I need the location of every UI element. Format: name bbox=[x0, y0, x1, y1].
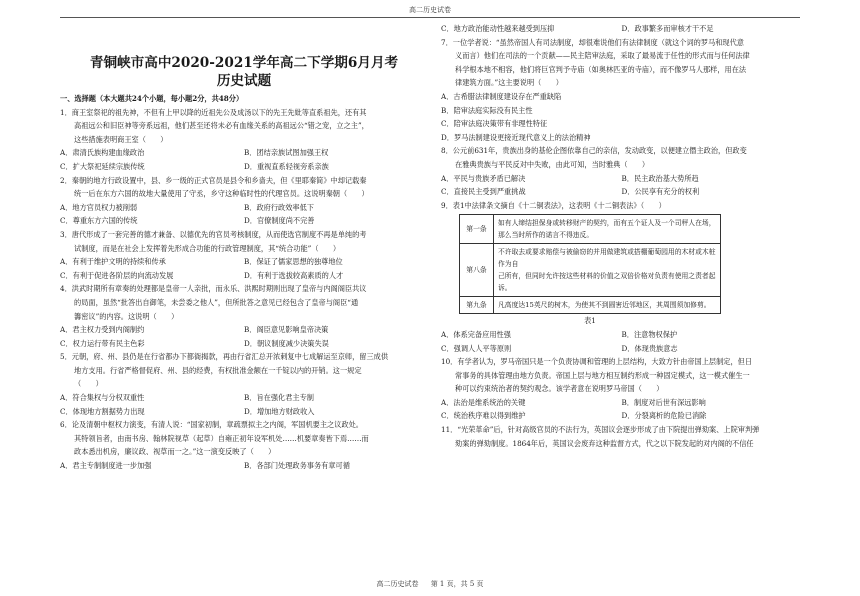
exam-title: 青铜峡市高中2020-2021学年高二下学期6月月考 bbox=[89, 55, 399, 71]
law-table bbox=[459, 214, 721, 314]
table-cell-header: 第八条 bbox=[460, 244, 494, 297]
option: D．罗马法制建设更接近现代意义上的法治精神 bbox=[441, 132, 591, 142]
option: A．法治是维系统治的关键 bbox=[441, 397, 526, 407]
question-1: 1．商王室祭祀的祖先神，不但有上甲以降的近祖先公及成汤以下的先王先妣等直系祖先，还有其 高祖远公和旧臣神等旁系远祖，他们甚至还将未必有血缘关系的高祖远公“错之宠，立之主”， 这些措施表明商王室（ ） A．肃清氏族构建血缘政治 B．团结亲族试图加强王权 C．扩大祭祀延续宗族传统 D．重视直系轻视旁系亲族 bbox=[60, 106, 428, 174]
table-row bbox=[460, 215, 721, 244]
option: A．有利于维护文明的持续和传承 bbox=[60, 257, 166, 267]
option: C．强调人人平等原则 bbox=[441, 343, 512, 353]
question-8: 8．公元前631年，贵族出身的基伦企图依靠自己的亲信，发动政变，以便建立僭主政治，但政变 在雅典贵族与平民反对中失败，由此可知，当时雅典（ ） A．平民与贵族矛盾已解决 B．民主政治基大势所趋 C．直接民主受到严重挑战 D．公民享有充分的权利 bbox=[441, 144, 802, 198]
table-row bbox=[460, 244, 721, 297]
option: D．公民享有充分的权利 bbox=[621, 187, 700, 197]
option: D．政事繁多而审核才干不足 bbox=[621, 24, 714, 33]
option: C．直接民主受到严重挑战 bbox=[441, 187, 526, 197]
left-column bbox=[60, 22, 428, 473]
option: D．增加地方财政收入 bbox=[244, 406, 315, 416]
option: C．尊重东方六国的传统 bbox=[60, 216, 138, 226]
option: D．有利于选拔较高素质的人才 bbox=[244, 270, 344, 280]
option: C．扩大祭祀延续宗族传统 bbox=[60, 161, 145, 171]
option: A．君主专制制度进一步加强 bbox=[60, 461, 152, 471]
option: C．陪审法庭决策带有非理性特征 bbox=[441, 119, 548, 129]
option: D．体现贵族意志 bbox=[621, 343, 678, 353]
question-9: 9．表1中法律条文摘自《十二铜表法》，这表明《十二铜表法》（ ） 第一条 如有人缔结担保身或转移财产的契约，而有五个证人及一个司秤人在场， 那么当时所作的诺言不得违反。 第八条 不许取去或要求赔偿与被偷窃的并用做建筑或搭棚葡萄园用的木材或木桩作为自 己所有，但同时允许按这些材料的价值之双倍价格对负责有使用之责者起诉。 第九条 凡高度达15英尺的树木，为使其不到圆害近邻地区，其周围须加修剪。 表1 A．体系完备应用性强 B．注意物权保护 C．强调人人平等原则 D．体现贵族意志 bbox=[441, 199, 802, 355]
option: B．注意物权保护 bbox=[621, 329, 678, 339]
option: D．朝议制度减少决策失误 bbox=[244, 338, 329, 348]
table-row bbox=[460, 297, 721, 314]
table-cell: 如有人缔结担保身或转移财产的契约，而有五个证人及一个司秤人在场， 那么当时所作的诺言不得违反。 bbox=[494, 215, 721, 244]
option: B．团结亲族试图加强王权 bbox=[244, 148, 329, 158]
option: A．肃清氏族构建血缘政治 bbox=[60, 148, 145, 158]
option: D．重视直系轻视旁系亲族 bbox=[244, 161, 329, 171]
page-footer bbox=[0, 579, 860, 589]
question-2: 2．秦朝的地方行政设置中，县、乡一级的正式官员是县令和乡啬夫，但《里耶秦简》中却记载秦 统一后在东方六国的故地大量使用了守丞，乡守这种临时性的代理官员。这说明秦朝（ ） A．地方官员权力被削弱 B．政府行政效率低下 C．尊重东方六国的传统 D．官僚制度尚不完善 bbox=[60, 174, 428, 228]
option: C．权力运行带有民主色彩 bbox=[60, 338, 145, 348]
option: A．符合集权与分权双重性 bbox=[60, 393, 145, 403]
header-divider bbox=[60, 17, 800, 18]
option: D．官僚制度尚不完善 bbox=[244, 216, 315, 226]
option: A．地方官员权力被削弱 bbox=[60, 202, 138, 212]
option: B．陪审法庭实际没有民主性 bbox=[441, 105, 533, 115]
table-cell-header: 第一条 bbox=[460, 215, 494, 244]
question-7: 7．一位学者说：“虽然帝国人有司法制度，却很难说他们有法律制度（就这个词的罗马和现代意 义而言）他们在司法的一个贡献——民主陪审法庭，采取了最易流于任性的形式而与任何法律 科学根本地不相容，他们将巨官判予寺庙（如奥林匹亚的寺庙），而不像罗马人那样，用在法 律建筑方面。”这主要说明（ ） A．古希腊法律制度建设存在严重缺陷 B．陪审法庭实际没有民主性 C．陪审法庭决策带有非理性特征 D．罗马法制建设更接近现代意义上的法治精神 bbox=[441, 36, 802, 145]
footer-title: 高二历史试卷 bbox=[376, 580, 419, 588]
option: B．制度对后世有深远影响 bbox=[621, 397, 706, 407]
table-cell: 凡高度达15英尺的树木，为使其不到圆害近邻地区，其周围须加修剪。 bbox=[494, 297, 721, 314]
question-6: 6．论及清朝中枢权力演变，有清人说：“国家初制，章疏票拟主之内阁，军国机要主之议政处。 其特领旨者，由南书房、翰林院视草（起草）自雍正初年设军机处……机要章奏皆下焉……而 政本悉出机房，廉议政、视草而一之。”这一演变反映了（ ） A．君主专制制度进一步加强 B．各部门处理政务事务有章可循 bbox=[60, 418, 428, 472]
option: B．阁臣意见影响皇帝决策 bbox=[244, 325, 329, 335]
right-column bbox=[441, 22, 802, 450]
question-5: 5．元朝，府、州、县仍是在行省都办下都衙揭款，再由行省汇总开浓刺复中七成解运至京师，留三成供 地方支用。行省严格督促府、州、县的经费，有权批准金额在一千锭以内的开销。这一规定 （ ） A．符合集权与分权双重性 B．旨在强化君主专制 C．体现地方割据势力出现 D．增加地方财政收入 bbox=[60, 350, 428, 418]
question-11: 11．“光荣革命”后，针对高级官员的不法行为，英国议会逐步形成了由下院提出弹劾案、上院审判弹 劾案的弹劾制度。1864年后，英国议会废弃这种监督方式，代之以下院发起的对内阁的不信任 bbox=[441, 425, 760, 448]
option: B．政府行政效率低下 bbox=[244, 202, 314, 212]
option: A．体系完备应用性强 bbox=[441, 329, 511, 339]
option: D．分裂离析的危险已消除 bbox=[621, 411, 707, 421]
page-header: 高二历史试卷 bbox=[409, 6, 451, 14]
table-cell-header: 第九条 bbox=[460, 297, 494, 314]
option: B．民主政治基大势所趋 bbox=[621, 173, 699, 183]
section-heading: 一、选择题（本大题共24个小题，每小题2分，共48分） bbox=[60, 94, 244, 103]
option: C．有利于促进各阶层的向流动发展 bbox=[60, 270, 174, 280]
option: A．古希腊法律制度建设存在严重缺陷 bbox=[441, 91, 562, 101]
table-cell: 不许取去或要求赔偿与被偷窃的并用做建筑或搭棚葡萄园用的木材或木桩作为自 己所有，但同时允许按这些材料的价值之双倍价格对负责有使用之责者起诉。 bbox=[494, 244, 721, 297]
exam-subtitle: 历史试题 bbox=[216, 73, 272, 89]
option: C．统治秩序难以得到维护 bbox=[441, 411, 526, 421]
question-3: 3．唐代形成了一套完善的德才兼备、以德优先的官员考核制度，从而使选官制度不再是单纯的考 试制度，而是在社会上发挥着先形成合功能的行政管理制度，其“统合功能”（ ） A．有利于维护文明的持续和传承 B．保证了儒家思想的独尊地位 C．有利于促进各阶层的向流动发展 D．有利于选拔较高素质的人才 bbox=[60, 228, 428, 282]
option: A．平民与贵族矛盾已解决 bbox=[441, 173, 526, 183]
question-4: 4．洪武时期所有章奏的处理都是皇帝一人亲批，而永乐、洪熙时期则出现了皇帝与内阁阁臣共议 的局面，虽然“批答出自御笔，未尝委之他人”，但所批答之意见已经包含了皇帝与阁臣“通 籌密议”的内容。这说明（ ） A．君主权力受到内阁制约 B．阁臣意见影响皇帝决策 C．权力运行带有民主色彩 D．朝议制度减少决策失误 bbox=[60, 282, 428, 350]
question-10: 10．有学者认为，罗马帝国只是一个负责协调和管理的上层结构，大致方针由帝国上层制定，但日 常事务的具体管理由地方负责。帝国上层与地方相互制约形成一种固定模式，这一模式催生一 种可以约束统治者的契约观念。该学者意在说明罗马帝国（ ） A．法治是维系统治的关键 B．制度对后世有深远影响 C．统治秩序难以得到维护 D．分裂离析的危险已消除 bbox=[441, 355, 802, 423]
option: C．地方政治能动性越来越受到压抑 bbox=[441, 24, 555, 33]
option: C．体现地方割据势力出现 bbox=[60, 406, 145, 416]
table-caption: 表1 bbox=[584, 316, 596, 326]
page-number: 第 1 页，共 5 页 bbox=[430, 580, 484, 588]
option: B．旨在强化君主专制 bbox=[244, 393, 314, 403]
option: A．君主权力受到内阁制约 bbox=[60, 325, 145, 335]
option: B．保证了儒家思想的独尊地位 bbox=[244, 257, 343, 267]
option: B．各部门处理政务事务有章可循 bbox=[244, 461, 350, 471]
